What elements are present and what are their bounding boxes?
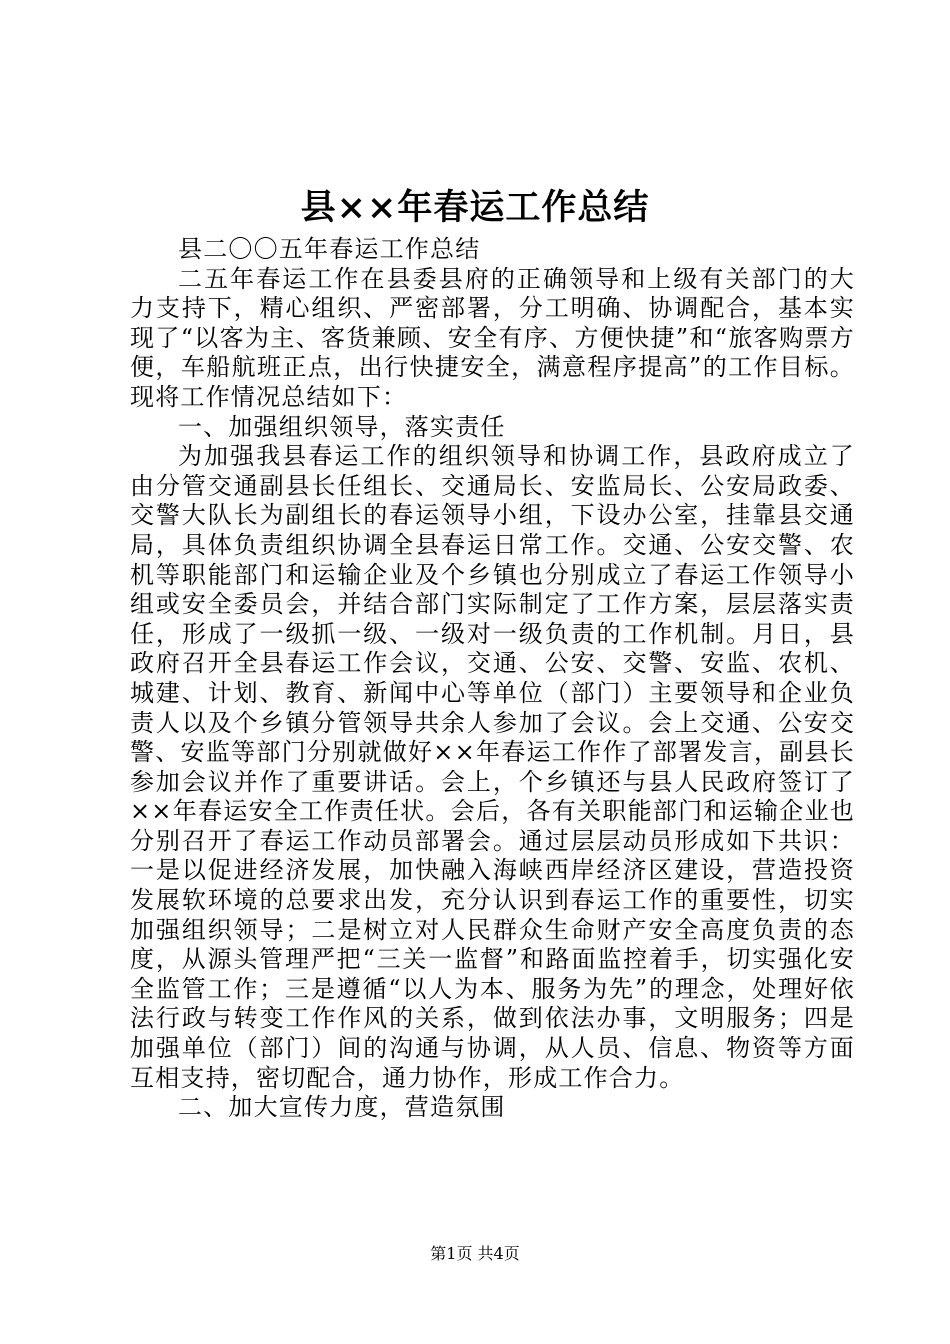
section-1-paragraph: 为加强我县春运工作的组织领导和协调工作，县政府成立了由分管交通副县长任组长、交通局长、安监局长、公安局政委、交警大队长为副组长的春运领导小组，下设办公室，挂靠县交通局，具体负责组织协调全县春运日常工作。交通、公安交警、农机等职能部门和运输企业及个乡镇也分别成立了春运工作领导小组或安全委员会，并结合部门实际制定了工作方案，层层落实责任，形成了一级抓一级、一级对一级负责的工作机制。月日，县政府召开全县春运工作会议，交通、公安、交警、安监、农机、城建、计划、教育、新闻中心等单位（部门）主要领导和企业负责人以及个乡镇分管领导共余人参加了会议。会上交通、公安交警、安监等部门分别就做好××年春运工作作了部署发言，副县长参加会议并作了重要讲话。会上，个乡镇还与县人民政府签订了××年春运安全工作责任状。会后，各有关职能部门和运输企业也分别召开了春运工作动员部署会。通过层层动员形成如下共识：一是以促进经济发展，加快融入海峡西岸经济区建设，营造投资发展软环境的总要求出发，充分认识到春运工作的重要性，切实加强组织领导；二是树立对人民群众生命财产安全高度负责的态度，从源头管理严把“三关一监督”和路面监控着手，切实强化安全监管工作；三是遵循“以人为本、服务为先”的理念，处理好依法行政与转变工作作风的关系，做到依法办事，文明服务；四是加强单位（部门）间的沟通与协调，从人员、信息、物资等方面互相支持，密切配合，通力协作，形成工作合力。 [130, 442, 855, 1092]
intro-paragraph: 二五年春运工作在县委县府的正确领导和上级有关部门的大力支持下，精心组织、严密部署，分工明确、协调配合，基本实现了“以客为主、客货兼顾、安全有序、方便快捷”和“旅客购票方便，车船航班正点，出行快捷安全，满意程序提高”的工作目标。现将工作情况总结如下： [130, 264, 855, 411]
subtitle-paragraph: 县二〇〇五年春运工作总结 [178, 235, 481, 263]
section-heading-2: 二、加大宣传力度，营造氛围 [178, 1093, 506, 1122]
page-footer: 第1页 共4页 [430, 1244, 520, 1263]
document-body [130, 235, 855, 1123]
section-heading-1: 一、加强组织领导，落实责任 [178, 412, 506, 441]
document-title: 县××年春运工作总结 [300, 187, 650, 228]
